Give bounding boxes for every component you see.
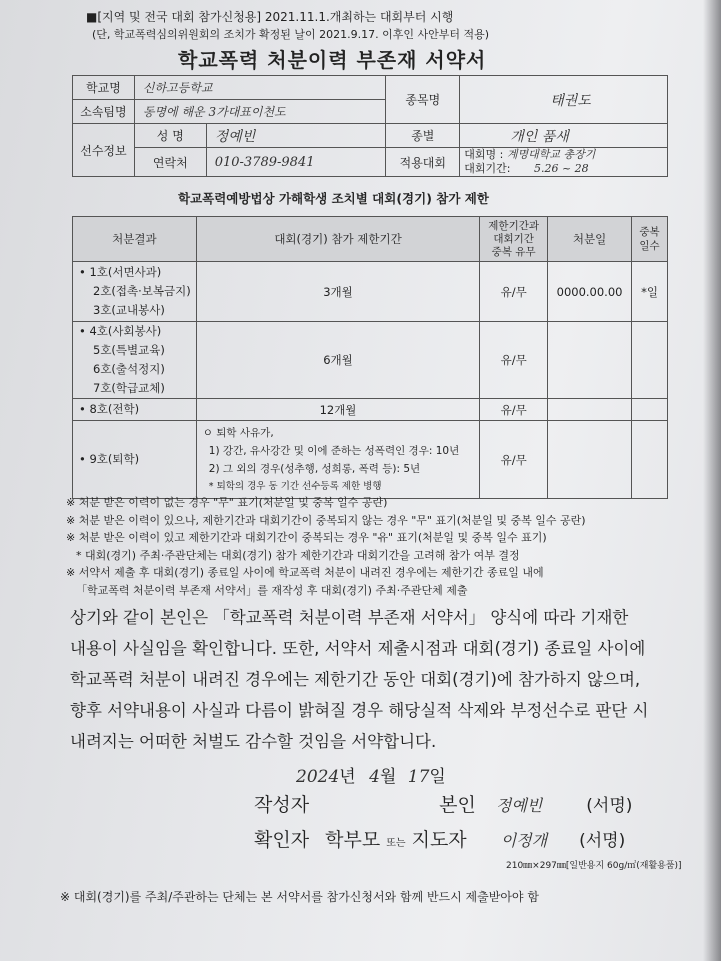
row-days (632, 322, 668, 399)
pledge-text (70, 602, 648, 757)
contact-label: 연락처 (134, 148, 206, 177)
date-day: 17 (407, 767, 430, 787)
section-title: 학교폭력예방법상 가해학생 조치별 대회(경기) 참가 제한 (178, 191, 489, 206)
confirmer-signature-line (254, 825, 625, 852)
name-label: 성 명 (134, 124, 206, 148)
school-label: 학교명 (73, 76, 135, 100)
event-label: 종목명 (386, 76, 460, 124)
contact-value: 010-3789-9841 (206, 148, 386, 177)
row-overlap: 유/무 (480, 262, 548, 322)
notice-line-2: (단, 학교폭력심의위원회의 조치가 확정된 날이 2021.9.17. 이후인 사안부터 적용) (92, 28, 490, 41)
paper-spec: 210㎜×297㎜[일반용지 60g/㎡(재활용품)] (506, 861, 682, 871)
note-line: * 대회(경기) 주최·주관단체는 대회(경기) 참가 제한기간과 대회기간을 고려해 참가 여부 결정 (76, 548, 520, 562)
row-restriction: 3개월 (196, 262, 479, 322)
header-result: 처분결과 (73, 217, 197, 262)
table-row (73, 262, 668, 322)
row-overlap: 유/무 (480, 421, 548, 499)
pledge-line: 상기와 같이 본인은 「학교폭력 처분이력 부존재 서약서」 양식에 따라 기재한 (70, 608, 629, 627)
table-row (73, 399, 668, 421)
page-edge-shadow (703, 0, 721, 961)
notes (66, 494, 586, 599)
pledge-line: 내려지는 어떠한 처벌도 감수할 것임을 서약합니다. (70, 732, 437, 751)
disciplinary-table (72, 216, 668, 499)
competition-name-label: 대회명 : (464, 148, 504, 161)
table-row (73, 421, 668, 499)
athlete-info-label: 선수정보 (73, 124, 135, 177)
coach-name: 이정개 (500, 831, 548, 850)
note-line: ※ 서약서 제출 후 대회(경기) 종료일 사이에 학교폭력 처분이 내려진 경우에는 제한기간 종료일 내에 (66, 566, 544, 579)
competition-period-value: 5.26 ~ 28 (533, 162, 589, 175)
self-name: 정예빈 (495, 796, 543, 815)
document-title: 학교폭력 처분이력 부존재 서약서 (178, 48, 487, 72)
row-date (548, 399, 632, 421)
row-days (632, 399, 668, 421)
date-year: 2024 (296, 767, 340, 787)
signing-date: 2024년 4월 17일 (296, 767, 446, 787)
category-label: 종별 (386, 124, 460, 148)
name-value: 정예빈 (206, 124, 386, 148)
note-line: ※ 처분 받은 이력이 있고 제한기간과 대회기간이 중복되는 경우 "유" 표기(처분일 및 중복 일수 표기) (66, 531, 547, 544)
applied-competition-label: 적용대회 (386, 148, 460, 177)
competition-cell (460, 148, 668, 177)
competition-period-label: 대회기간: (464, 162, 511, 175)
pledge-line: 내용이 사실임을 확인합니다. 또한, 서약서 제출시점과 대회(경기) 종료일 사이에 (70, 639, 646, 658)
row-date (548, 322, 632, 399)
note-line: 「학교폭력 처분이력 부존재 서약서」를 재작성 후 대회(경기) 주최·주관단체 제출 (76, 583, 468, 597)
team-value: 동명에 해운 3가대표이천도 (134, 100, 386, 124)
row-date: 0000.00.00 (548, 262, 632, 322)
coach-sign-label: (서명) (579, 831, 626, 851)
pledge-line: 학교폭력 처분이 내려진 경우에는 제한기간 동안 대회(경기)에 참가하지 않으며, (70, 670, 641, 689)
competition-name-value: 계명대학교 총장기 (506, 148, 596, 161)
note-line: ※ 처분 받은 이력이 있으나, 제한기간과 대회기간이 중복되지 않는 경우 "무" 표기(처분일 및 중복 일수 공란) (66, 513, 586, 527)
row-overlap: 유/무 (480, 322, 548, 399)
row-days: *일 (632, 262, 668, 322)
self-label: 본인 (439, 794, 476, 816)
writer-label: 작성자 (254, 794, 310, 816)
row-restriction: ㅇ 퇴학 사유가, 1) 강간, 유사강간 및 이에 준하는 성폭력인 경우: 10년 2) 그 외의 경우(성추행, 성희롱, 폭력 등): 5년 * 퇴학의 경우 동 기간 선수등록 제한 병행 (196, 421, 479, 499)
row-date (548, 421, 632, 499)
team-label: 소속팀명 (73, 100, 135, 124)
header-restriction: 대회(경기) 참가 제한기간 (196, 217, 479, 262)
pledge-line: 향후 서약내용이 사실과 다름이 밝혀질 경우 해당실적 삭제와 부정선수로 판단 시 (70, 701, 649, 720)
notice-line-1: ■[지역 및 전국 대회 참가신청용] 2021.11.1.개최하는 대회부터 시행 (86, 10, 454, 24)
footer-note: ※ 대회(경기)를 주최/주관하는 단체는 본 서약서를 참가신청서와 함께 반드시 제출받아야 함 (60, 890, 539, 904)
or-label: 또는 (386, 838, 406, 849)
parent-label: 학부모 (325, 829, 381, 851)
header-date: 처분일 (548, 217, 632, 262)
note-line: ※ 처분 받은 이력이 없는 경우 "무" 표기(처분일 및 중복 일수 공란) (66, 496, 388, 509)
row-days (632, 421, 668, 499)
event-value: 태권도 (460, 76, 668, 124)
category-value: 개인 품새 (460, 124, 668, 148)
row-results: • 9호(퇴학) (73, 421, 197, 499)
row-results: • 8호(전학) (73, 399, 197, 421)
header-overlap: 제한기간과 대회기간 중복 유무 (480, 217, 548, 262)
row-results: • 1호(서면사과) 2호(접촉·보복금지) 3호(교내봉사) (73, 262, 197, 322)
confirmer-label: 확인자 (254, 829, 310, 851)
athlete-info-table (72, 75, 668, 177)
table-row (73, 322, 668, 399)
writer-signature-line (254, 790, 632, 817)
coach-label: 지도자 (411, 829, 467, 851)
school-value: 신하고등학교 (134, 76, 386, 100)
date-month: 4 (369, 767, 380, 787)
row-overlap: 유/무 (480, 399, 548, 421)
row-restriction: 6개월 (196, 322, 479, 399)
header-days: 중복 일수 (632, 217, 668, 262)
row-restriction: 12개월 (196, 399, 479, 421)
self-sign-label: (서명) (586, 796, 633, 816)
row-results: • 4호(사회봉사) 5호(특별교육) 6호(출석정지) 7호(학급교체) (73, 322, 197, 399)
